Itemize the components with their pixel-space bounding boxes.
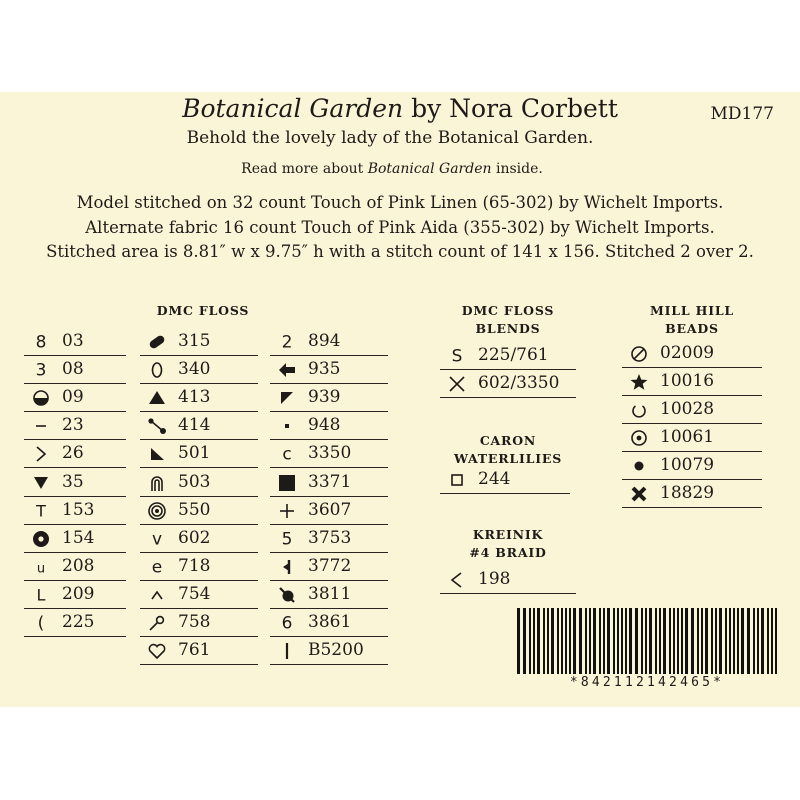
barcode-bar: [561, 608, 563, 674]
barcode-bar: [517, 608, 520, 674]
legend-value: 3607: [308, 499, 352, 520]
legend-value: 18829: [660, 483, 715, 503]
legend-value: 939: [308, 387, 341, 408]
barcode-bar: [725, 608, 727, 674]
legend-value: 761: [178, 640, 211, 661]
legend-value: 503: [178, 471, 211, 492]
half-filled-circle-icon: [30, 388, 52, 408]
legend-row: [270, 356, 388, 384]
barcode-bar: [691, 608, 694, 674]
barcode-bar: [711, 608, 713, 674]
legend-value: 3861: [308, 612, 352, 632]
legend-row: [24, 469, 126, 497]
legend-value: 198: [478, 569, 511, 589]
legend-row: [140, 356, 258, 384]
legend-row: [270, 609, 388, 637]
barcode-bar: [771, 608, 773, 674]
legend-value: 208: [62, 555, 95, 576]
barcode-bar: [579, 608, 582, 674]
pattern-title: Botanical Garden by Nora Corbett: [182, 94, 618, 123]
legend-value: 602: [178, 527, 211, 548]
svg-text:8: 8: [35, 332, 47, 352]
legend-value: 718: [178, 555, 211, 576]
open-c-circle-icon: [628, 400, 650, 420]
c-symbol-icon: [276, 444, 298, 464]
legend-value: 3811: [308, 583, 352, 604]
barcode-bar: [635, 608, 638, 674]
eight-symbol-icon: [30, 332, 52, 352]
legend-row: [440, 566, 576, 594]
v-symbol-icon: [146, 529, 168, 549]
barcode-bar: [593, 608, 596, 674]
legend-value: 225: [62, 612, 95, 632]
five-symbol-icon: [276, 529, 298, 549]
svg-text:2: 2: [281, 332, 293, 352]
barcode-bar: [617, 608, 619, 674]
barcode-bar: [569, 608, 571, 674]
legend-value: 3371: [308, 471, 352, 492]
legend-value: 153: [62, 499, 95, 520]
tagline: Behold the lovely lady of the Botanical Garden.: [186, 128, 594, 148]
svg-text:L: L: [36, 585, 46, 605]
legend-value: 3772: [308, 555, 352, 576]
caret-icon: [146, 585, 168, 605]
read-more-note: Read more about Botanical Garden inside.: [241, 161, 543, 177]
svg-text:S: S: [451, 346, 463, 366]
legend-value: 3350: [308, 443, 352, 464]
dot-circle-icon: [628, 428, 650, 448]
legend-row: [622, 368, 762, 396]
corner-triangle-icon: [146, 444, 168, 464]
barcode-bar: [533, 608, 535, 674]
barcode-bar: [719, 608, 722, 674]
legend-row: [24, 497, 126, 525]
pill-icon: [146, 332, 168, 352]
legend-row: [270, 412, 388, 440]
barcode-bar: [663, 608, 666, 674]
barcode-bar: [715, 608, 717, 674]
barcode-bar: [705, 608, 708, 674]
legend-row: [270, 553, 388, 581]
svg-text:6: 6: [281, 613, 293, 633]
legend-row: [270, 469, 388, 497]
barcode-bar: [603, 608, 605, 674]
barcode-bar: [701, 608, 703, 674]
filled-dot-icon: [628, 456, 650, 476]
legend-row: [270, 328, 388, 356]
barcode-bar: [697, 608, 699, 674]
legend-row: [24, 412, 126, 440]
fabric-info-line-1: Model stitched on 32 count Touch of Pink Linen (65-302) by Wichelt Imports.: [76, 193, 724, 212]
barcode-bar: [761, 608, 764, 674]
legend-value: 754: [178, 583, 211, 604]
top-left-triangle-icon: [276, 388, 298, 408]
legend-value: 26: [62, 443, 84, 464]
legend-row: [140, 497, 258, 525]
legend-row: [140, 412, 258, 440]
barcode-bar: [669, 608, 671, 674]
kreinik-header: KREINIK #4 BRAID: [469, 527, 547, 560]
legend-row: [140, 637, 258, 665]
zero-outline-icon: [146, 360, 168, 380]
legend-row: [622, 452, 762, 480]
legend-row: [24, 525, 126, 553]
barcode-bar: [645, 608, 647, 674]
less-than-icon: [446, 570, 468, 590]
legend-value: 10028: [660, 399, 715, 419]
bold-x-icon: [628, 484, 650, 504]
legend-value: 315: [178, 331, 211, 351]
barcode-bar: [585, 608, 587, 674]
legend-value: 08: [62, 359, 84, 380]
legend-value: 35: [62, 471, 84, 492]
legend-value: 02009: [660, 343, 715, 363]
barcode-bar: [729, 608, 731, 674]
legend-value: 154: [62, 527, 95, 548]
legend-row: [24, 553, 126, 581]
legend-value: B5200: [308, 640, 364, 661]
legend-value: 10061: [660, 427, 715, 447]
barcode-bar: [607, 608, 610, 674]
beads-header: MILL HILL BEADS: [649, 303, 735, 336]
barcode-bar: [565, 608, 567, 674]
svg-text:3: 3: [35, 360, 47, 381]
dash-icon: [30, 416, 52, 436]
barcode-bar: [599, 608, 601, 674]
legend-row: [140, 328, 258, 356]
up-triangle-icon: [146, 388, 168, 408]
legend-row: [270, 440, 388, 468]
barcode-bar: [573, 608, 576, 674]
legend-row: [270, 637, 388, 665]
barcode-bar: [673, 608, 675, 674]
left-arrow-icon: [276, 360, 298, 380]
svg-text:e: e: [151, 557, 163, 577]
target-icon: [146, 501, 168, 521]
legend-row: [622, 480, 762, 508]
barcode-bar: [747, 608, 750, 674]
barcode-bar: [551, 608, 554, 674]
legend-value: 550: [178, 499, 211, 520]
legend-value: 935: [308, 359, 341, 380]
legend-value: 602/3350: [478, 373, 560, 393]
legend-row: [140, 384, 258, 412]
legend-row: [140, 469, 258, 497]
barcode-bar: [625, 608, 627, 674]
six-symbol-icon: [276, 613, 298, 633]
barcode-bar: [655, 608, 657, 674]
legend-value: 09: [62, 387, 84, 408]
barcode-bar: [621, 608, 623, 674]
svg-text:T: T: [36, 501, 46, 521]
legend-row: [24, 609, 126, 637]
right-angle-icon: [30, 444, 52, 464]
svg-text:(: (: [37, 613, 45, 633]
barcode-number: *842112142465*: [569, 675, 725, 690]
pin-icon: [146, 613, 168, 633]
legend-row: [24, 581, 126, 609]
barcode-bar: [547, 608, 549, 674]
barcode-bar: [543, 608, 545, 674]
legend-value: 225/761: [478, 345, 549, 365]
stitch-area-info: Stitched area is 8.81″ w x 9.75″ h with a stitch count of 141 x 156. Stitched 2 over 2.: [46, 242, 754, 261]
legend-row: [140, 609, 258, 637]
legend-value: 244: [478, 469, 511, 489]
barcode-bar: [741, 608, 744, 674]
legend-row: [270, 525, 388, 553]
e-symbol-icon: [146, 557, 168, 577]
legend-row: [140, 553, 258, 581]
legend-row: [24, 328, 126, 356]
left-paren-icon: [30, 613, 52, 633]
dot-line-dot-icon: [146, 416, 168, 436]
fabric-info-line-2: Alternate fabric 16 count Touch of Pink Aida (355-302) by Wichelt Imports.: [85, 218, 715, 237]
legend-row: [440, 370, 576, 398]
heart-outline-icon: [146, 641, 168, 661]
crossed-circle-icon: [276, 585, 298, 605]
down-triangle-icon: [30, 473, 52, 493]
s-symbol-icon: [446, 346, 468, 366]
legend-row: [140, 440, 258, 468]
legend-row: [622, 424, 762, 452]
legend-value: 10016: [660, 371, 715, 391]
barcode-bar: [737, 608, 739, 674]
filled-square-icon: [276, 473, 298, 493]
legend-value: 209: [62, 583, 95, 604]
three-symbol-icon: [30, 360, 52, 380]
l-symbol-icon: [30, 585, 52, 605]
svg-text:u: u: [36, 561, 46, 577]
small-u-icon: [30, 557, 52, 577]
barcode-bar: [629, 608, 632, 674]
legend-value: 340: [178, 359, 211, 380]
legend-row: [440, 466, 570, 494]
vertical-bar-icon: [276, 641, 298, 661]
barcode-bar: [641, 608, 643, 674]
barcode-bar: [767, 608, 769, 674]
barcode: [516, 608, 778, 674]
barcode-bar: [681, 608, 683, 674]
barcode-bar: [753, 608, 755, 674]
open-square-icon: [446, 470, 468, 490]
barcode-bar: [649, 608, 652, 674]
legend-value: 414: [178, 415, 211, 436]
barcode-bar: [757, 608, 759, 674]
legend-value: 501: [178, 443, 211, 464]
legend-row: [24, 440, 126, 468]
legend-row: [270, 581, 388, 609]
legend-row: [622, 396, 762, 424]
arch-icon: [146, 473, 168, 493]
blends-header: DMC FLOSS BLENDS: [461, 303, 555, 336]
legend-row: [140, 581, 258, 609]
legend-row: [24, 384, 126, 412]
legend-row: [622, 340, 762, 368]
barcode-bar: [529, 608, 531, 674]
t-symbol-icon: [30, 501, 52, 521]
star-icon: [628, 372, 650, 392]
barcode-bar: [775, 608, 777, 674]
x-symbol-icon: [446, 374, 468, 394]
legend-value: 413: [178, 387, 211, 408]
flag-icon: [276, 557, 298, 577]
dmc-floss-header: DMC FLOSS: [156, 303, 250, 318]
barcode-bar: [523, 608, 526, 674]
barcode-bar: [659, 608, 661, 674]
legend-value: 10079: [660, 455, 715, 475]
barcode-bar: [589, 608, 591, 674]
legend-value: 948: [308, 415, 341, 436]
legend-value: 23: [62, 415, 84, 436]
legend-value: 894: [308, 331, 341, 351]
barcode-bar: [733, 608, 735, 674]
legend-row: [440, 342, 576, 370]
ring-dot-icon: [30, 529, 52, 549]
plus-icon: [276, 501, 298, 521]
barcode-bar: [685, 608, 688, 674]
svg-text:5: 5: [281, 529, 293, 549]
svg-text:v: v: [151, 529, 163, 549]
barcode-bar: [613, 608, 615, 674]
legend-value: 3753: [308, 527, 352, 548]
barcode-bar: [537, 608, 540, 674]
small-square-icon: [276, 416, 298, 436]
legend-row: [140, 525, 258, 553]
legend-value: 758: [178, 612, 211, 632]
caron-header: CARON WATERLILIES: [453, 433, 563, 466]
legend-row: [270, 497, 388, 525]
barcode-bar: [557, 608, 559, 674]
slashed-circle-icon: [628, 344, 650, 364]
two-symbol-icon: [276, 332, 298, 352]
svg-text:c: c: [282, 444, 292, 465]
legend-value: 03: [62, 331, 84, 351]
pattern-code: MD177: [710, 104, 774, 124]
legend-row: [270, 384, 388, 412]
barcode-bar: [677, 608, 679, 674]
legend-row: [24, 356, 126, 384]
